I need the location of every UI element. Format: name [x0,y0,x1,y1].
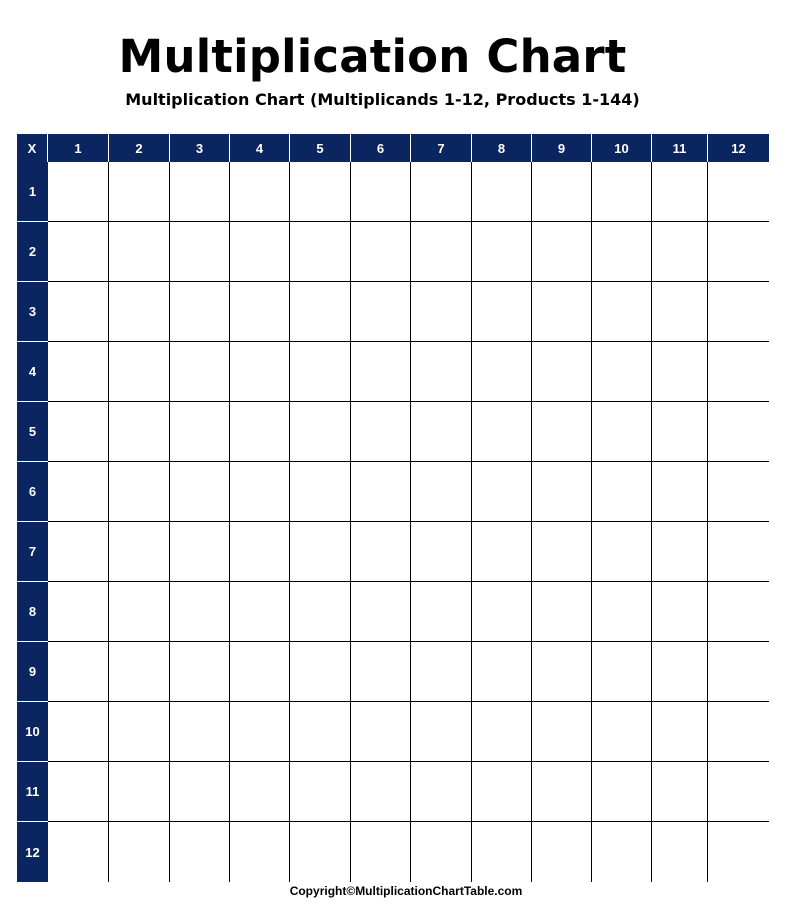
row-header-4: 4 [17,342,48,402]
product-cell [472,282,532,342]
product-cell [109,762,170,822]
product-cell [109,582,170,642]
product-cell [109,522,170,582]
product-cell [230,222,290,282]
product-cell [592,702,652,762]
product-cell [48,282,109,342]
product-cell [652,162,708,222]
product-cell [351,462,411,522]
product-cell [532,822,592,882]
product-cell [592,462,652,522]
product-cell [290,702,351,762]
product-cell [290,222,351,282]
product-cell [532,642,592,702]
product-cell [290,642,351,702]
product-cell [48,702,109,762]
product-cell [472,822,532,882]
row-header-10: 10 [17,702,48,762]
product-cell [109,282,170,342]
product-cell [411,762,472,822]
product-cell [290,282,351,342]
product-cell [532,762,592,822]
multiplication-grid [17,134,769,882]
product-cell [411,342,472,402]
product-cell [351,522,411,582]
product-cell [48,822,109,882]
product-cell [592,762,652,822]
product-cell [592,642,652,702]
product-cell [230,522,290,582]
product-cell [170,282,230,342]
product-cell [351,822,411,882]
product-cell [592,342,652,402]
product-cell [472,222,532,282]
product-cell [708,342,769,402]
product-cell [170,402,230,462]
column-header-11: 11 [652,134,708,162]
product-cell [290,822,351,882]
product-cell [708,702,769,762]
product-cell [48,162,109,222]
product-cell [472,702,532,762]
product-cell [48,342,109,402]
product-cell [411,162,472,222]
product-cell [708,642,769,702]
product-cell [532,702,592,762]
product-cell [48,222,109,282]
product-cell [109,162,170,222]
product-cell [708,522,769,582]
product-cell [652,702,708,762]
product-cell [170,822,230,882]
product-cell [351,282,411,342]
product-cell [170,222,230,282]
product-cell [170,762,230,822]
row-header-2: 2 [17,222,48,282]
product-cell [411,222,472,282]
product-cell [230,642,290,702]
product-cell [109,702,170,762]
product-cell [472,582,532,642]
product-cell [532,162,592,222]
product-cell [351,342,411,402]
product-cell [592,282,652,342]
product-cell [170,702,230,762]
product-cell [290,762,351,822]
product-cell [48,402,109,462]
page-subtitle: Multiplication Chart (Multiplicands 1-12, Products 1-144) [125,90,640,109]
row-header-6: 6 [17,462,48,522]
product-cell [170,642,230,702]
product-cell [652,402,708,462]
product-cell [290,582,351,642]
product-cell [532,402,592,462]
product-cell [532,282,592,342]
product-cell [708,462,769,522]
row-header-9: 9 [17,642,48,702]
product-cell [411,462,472,522]
column-header-10: 10 [592,134,652,162]
product-cell [411,522,472,582]
product-cell [652,582,708,642]
column-header-6: 6 [351,134,411,162]
product-cell [592,402,652,462]
product-cell [472,402,532,462]
product-cell [290,462,351,522]
product-cell [48,762,109,822]
product-cell [708,762,769,822]
product-cell [351,642,411,702]
product-cell [351,762,411,822]
column-header-3: 3 [170,134,230,162]
product-cell [290,522,351,582]
column-header-1: 1 [48,134,109,162]
product-cell [708,822,769,882]
product-cell [592,522,652,582]
product-cell [652,342,708,402]
product-cell [652,822,708,882]
product-cell [109,642,170,702]
column-header-5: 5 [290,134,351,162]
row-header-8: 8 [17,582,48,642]
column-header-7: 7 [411,134,472,162]
column-header-2: 2 [109,134,170,162]
product-cell [472,762,532,822]
column-header-9: 9 [532,134,592,162]
product-cell [230,342,290,402]
product-cell [109,822,170,882]
product-cell [411,822,472,882]
product-cell [532,342,592,402]
product-cell [109,222,170,282]
product-cell [652,462,708,522]
product-cell [48,582,109,642]
product-cell [708,582,769,642]
corner-label: X [17,134,48,162]
product-cell [532,462,592,522]
row-header-11: 11 [17,762,48,822]
product-cell [652,642,708,702]
product-cell [472,162,532,222]
product-cell [652,762,708,822]
product-cell [230,762,290,822]
product-cell [708,162,769,222]
product-cell [472,462,532,522]
row-header-3: 3 [17,282,48,342]
product-cell [230,402,290,462]
product-cell [230,462,290,522]
product-cell [170,342,230,402]
product-cell [652,222,708,282]
product-cell [48,642,109,702]
product-cell [290,162,351,222]
column-header-8: 8 [472,134,532,162]
product-cell [532,582,592,642]
product-cell [351,162,411,222]
product-cell [230,582,290,642]
product-cell [411,642,472,702]
product-cell [170,582,230,642]
product-cell [652,522,708,582]
product-cell [532,222,592,282]
row-header-12: 12 [17,822,48,882]
product-cell [351,702,411,762]
product-cell [592,582,652,642]
product-cell [411,582,472,642]
column-header-12: 12 [708,134,769,162]
product-cell [411,402,472,462]
product-cell [109,402,170,462]
product-cell [290,342,351,402]
product-cell [351,222,411,282]
product-cell [652,282,708,342]
product-cell [48,462,109,522]
product-cell [472,642,532,702]
product-cell [351,582,411,642]
product-cell [592,822,652,882]
product-cell [170,522,230,582]
product-cell [472,522,532,582]
copyright-footer: Copyright©MultiplicationChartTable.com [289,884,523,898]
product-cell [708,402,769,462]
column-header-4: 4 [230,134,290,162]
product-cell [411,702,472,762]
row-header-1: 1 [17,162,48,222]
product-cell [290,402,351,462]
product-cell [351,402,411,462]
page-title: Multiplication Chart [118,30,627,83]
product-cell [230,702,290,762]
product-cell [411,282,472,342]
product-cell [472,342,532,402]
row-header-5: 5 [17,402,48,462]
product-cell [48,522,109,582]
product-cell [109,342,170,402]
product-cell [592,222,652,282]
product-cell [708,282,769,342]
product-cell [532,522,592,582]
product-cell [708,222,769,282]
row-header-7: 7 [17,522,48,582]
product-cell [230,822,290,882]
product-cell [592,162,652,222]
product-cell [170,162,230,222]
product-cell [230,282,290,342]
product-cell [230,162,290,222]
product-cell [170,462,230,522]
product-cell [109,462,170,522]
